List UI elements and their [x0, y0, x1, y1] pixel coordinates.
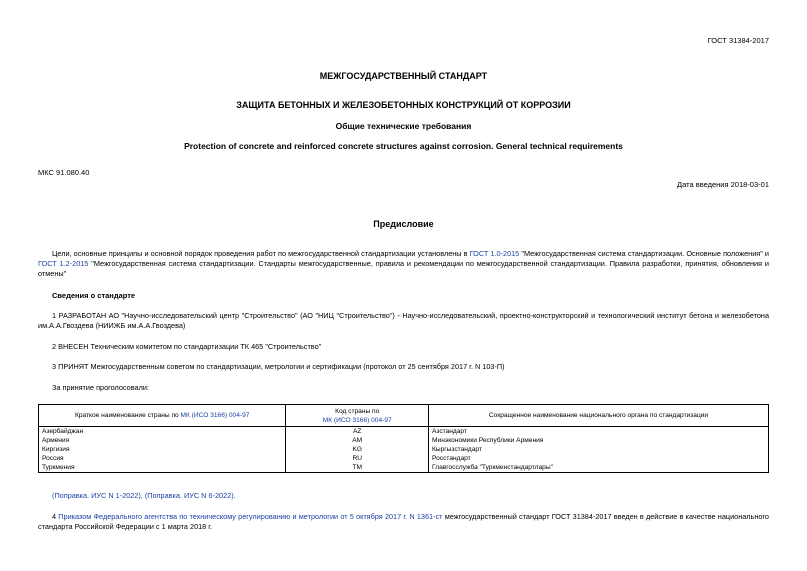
body-cell: Азстандарт — [429, 427, 769, 437]
code-cell: KG — [286, 445, 429, 454]
amendments-line: (Поправка. ИУС N 1-2022), (Поправка. ИУС N 6-2022). — [52, 491, 236, 500]
item-developed: 1 РАЗРАБОТАН АО "Научно-исследовательский центр "Строительство" (АО "НИЦ "Строительство") - Научно-исследовательский, проектно-конструкторский и технологический институт бетона и железобетона им.А.А.Гвоздева (НИИЖБ им.А.А.Гвоздева) — [38, 311, 769, 330]
mk-iso-link[interactable]: МК (ИСО 3166) 004-97 — [322, 416, 392, 424]
code-cell: TM — [286, 463, 429, 473]
doc-type-title: МЕЖГОСУДАРСТВЕННЫЙ СТАНДАРТ — [319, 71, 488, 81]
table-header-row — [39, 405, 769, 427]
mk-iso-link[interactable]: МК (ИСО 3166) 004-97 — [180, 412, 250, 419]
table-row — [39, 427, 769, 437]
gost-1-0-link[interactable]: ГОСТ 1.0-2015 — [469, 249, 520, 258]
voted-label: За принятие проголосовали: — [52, 383, 149, 392]
gost-code: ГОСТ 31384-2017 — [707, 36, 769, 45]
paragraph-text: "Межгосударственная система стандартизации. Стандарты межгосударственные, правила и рекомендации по межгосударственной стандартизации. Правила разработки, принятия, обновления и отмены" — [38, 259, 769, 278]
code-cell: AM — [286, 436, 429, 445]
item-submitted: 2 ВНЕСЕН Техническим комитетом по стандартизации ТК 465 "Строительство" — [52, 342, 322, 351]
paragraph-text: Цели, основные принципы и основной порядок проведения работ по межгосударственной стандартизации установлены в — [52, 249, 470, 258]
standard-subtitle: Общие технические требования — [335, 121, 472, 131]
standard-title: ЗАЩИТА БЕТОННЫХ И ЖЕЛЕЗОБЕТОННЫХ КОНСТРУКЦИЙ ОТ КОРРОЗИИ — [236, 100, 571, 110]
table-row — [39, 454, 769, 463]
body-cell: Росстандарт — [429, 454, 769, 463]
code-cell: AZ — [286, 427, 429, 437]
country-cell: Киргизия — [39, 445, 286, 454]
item-enacted: 4 Приказом Федерального агентства по техническому регулированию и метрологии от 5 октября 2017 г. N 1361-ст межгосударственный стандарт ГОСТ 31384-2017 введен в действие в качестве национального стандарта Российской Федерации с 1 марта 2018 г. — [38, 512, 769, 531]
country-cell: Азербайджан — [39, 427, 286, 437]
amendment-link-2[interactable]: Поправка. ИУС N 6-2022 — [147, 491, 232, 500]
voting-table — [38, 404, 769, 473]
amendment-link-1[interactable]: Поправка. ИУС N 1-2022 — [54, 491, 139, 500]
code-cell: RU — [286, 454, 429, 463]
order-link[interactable]: Приказом Федерального агентства по техническому регулированию и метрологии от 5 октября 2017 г. N 1361-ст — [58, 512, 443, 521]
about-standard-heading: Сведения о стандарте — [52, 291, 136, 300]
item-adopted: 3 ПРИНЯТ Межгосударственным советом по стандартизации, метрологии и сертификации (протокол от 25 сентября 2017 г. N 103-П) — [52, 362, 505, 371]
foreword-heading: Предисловие — [373, 219, 434, 229]
mks-code: МКС 91.080.40 — [38, 168, 90, 177]
table-row — [39, 445, 769, 454]
gost-1-2-link[interactable]: ГОСТ 1.2-2015 — [38, 259, 89, 268]
body-cell: Главгосслужба "Туркменстандартлары" — [429, 463, 769, 473]
table-row — [39, 436, 769, 445]
header-code: Код страны по МК (ИСО 3166) 004-97 — [286, 405, 429, 427]
header-body: Сокращенное наименование национального органа по стандартизации — [429, 405, 769, 427]
table-row — [39, 463, 769, 473]
body-cell: Кыргызстандарт — [429, 445, 769, 454]
paragraph-text: "Межгосударственная система стандартизации. Основные положения" и — [519, 249, 770, 258]
country-cell: Россия — [39, 454, 286, 463]
country-cell: Армения — [39, 436, 286, 445]
foreword-paragraph — [38, 249, 769, 279]
standard-title-english: Protection of concrete and reinforced concrete structures against corrosion. General technical requirements — [184, 141, 623, 151]
header-country: Краткое наименование страны по МК (ИСО 3166) 004-97 — [39, 405, 286, 427]
country-cell: Туркмения — [39, 463, 286, 473]
body-cell: Минэкономики Республики Армения — [429, 436, 769, 445]
intro-date: Дата введения 2018-03-01 — [677, 180, 769, 189]
